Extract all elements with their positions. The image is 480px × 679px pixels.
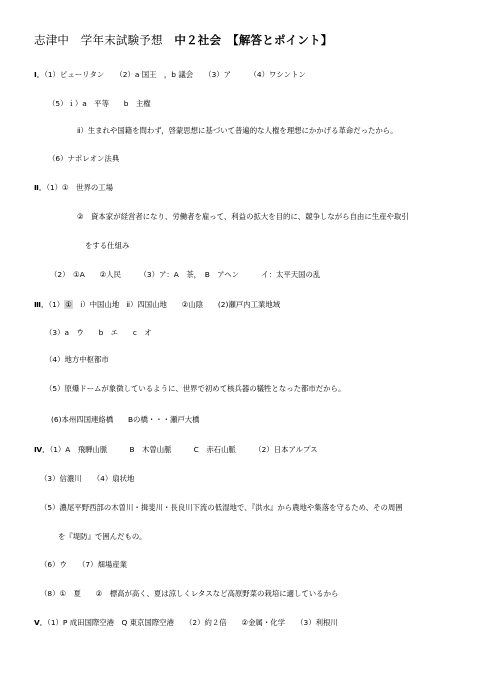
answer-line-11 <box>45 355 109 365</box>
answer-text: （1）ピューリタン （2）a 国王 ，b 議会 （3）ア （4）ワシントン <box>44 70 306 79</box>
answer-line-10 <box>45 328 152 338</box>
highlighted-marker: ① <box>65 300 72 309</box>
section-number: Ⅱ． <box>34 183 47 192</box>
answer-text: （1） <box>48 300 65 309</box>
answer-text: （1）A 飛騨山脈 B 木曽山脈 C 赤石山脈 （2）日本アルプス <box>49 445 318 454</box>
answer-text: （2） ①A ②人民 （3）ア：A 茶， B アヘン イ：太平天国の乱 <box>50 270 321 279</box>
answer-text: （3）信濃川 （4）扇状地 <box>40 474 135 483</box>
answer-text: （3）a ウ b エ c オ <box>45 328 152 337</box>
answer-text: （4）地方中枢都市 <box>45 355 109 364</box>
section-number: Ⅲ． <box>34 300 49 309</box>
answer-line-2 <box>48 99 151 109</box>
answer-line-8 <box>50 270 320 280</box>
answer-text: ② 資本家が経営者になり、労働者を雇って、利益の拡大を目的に、競争しながら自由に生産や取引 <box>77 212 409 221</box>
answer-line-4 <box>48 154 119 164</box>
answer-line-3 <box>77 126 398 136</box>
answer-line-7 <box>85 241 129 251</box>
answer-line-16 <box>40 503 403 513</box>
answer-line-12 <box>45 384 345 394</box>
answer-text: を『堤防』で囲んだもの。 <box>58 532 147 541</box>
answer-line-15 <box>40 474 134 484</box>
answer-text: （6）ナポレオン法典 <box>48 154 120 163</box>
answer-text: （5）原爆ドームが象徴しているように、世界で初めて核兵器の犠牲となった都市だから。 <box>45 384 346 393</box>
answer-line-17 <box>58 532 146 542</box>
answer-text: （5）ｉ）a 平等 b 主権 <box>48 99 151 108</box>
answer-text: （6）ウ （7）畑場産業 <box>40 560 128 569</box>
answer-line-20 <box>34 618 338 628</box>
answer-text: （1）P 成田国際空港 Q 東京国際空港 （2）約２倍 ②金属・化学 （3）利根川 <box>47 618 338 627</box>
answer-text: （8）① 夏 ② 標高が高く、夏は涼しくレタスなど高原野菜の栽培に適しているから <box>40 589 339 598</box>
answer-text: （1）① 世界の工場 <box>46 183 114 192</box>
section-number: Ⅰ． <box>34 70 45 79</box>
section-number: Ⅴ． <box>34 618 48 627</box>
title-subject-part: 中２社会 【解答とポイント】 <box>174 33 333 47</box>
answer-line-9 <box>34 300 280 310</box>
title-school-part: 志津中 学年末試験予想 <box>34 33 175 47</box>
answer-text: をする仕組み <box>85 241 130 250</box>
section-number: Ⅳ． <box>34 445 50 454</box>
answer-text: (6)本州四国連絡橋 Bの橋・・・瀬戸大橋 <box>51 415 200 424</box>
answer-line-19 <box>40 589 338 599</box>
answer-line-5 <box>34 183 113 193</box>
answer-line-14 <box>34 445 318 455</box>
answer-text: ⅱ）生まれや国籍を問わず，啓蒙思想に基づいて普遍的な人権を理想にかかげる革命だったから。 <box>77 126 398 135</box>
answer-line-13 <box>51 415 200 425</box>
answer-line-6 <box>77 212 409 222</box>
answer-text: ⅰ）中国山地 ⅱ）四国山地 ②山陰 (2)瀬戸内工業地域 <box>72 300 281 309</box>
answer-line-1 <box>34 70 306 80</box>
answer-text: （5）濃尾平野西部の木曽川・揖斐川・長良川下流の低湿地で、『洪水』から農地や集落を守るため、その周囲 <box>40 503 403 512</box>
page-title <box>34 32 332 48</box>
answer-line-18 <box>40 560 127 570</box>
